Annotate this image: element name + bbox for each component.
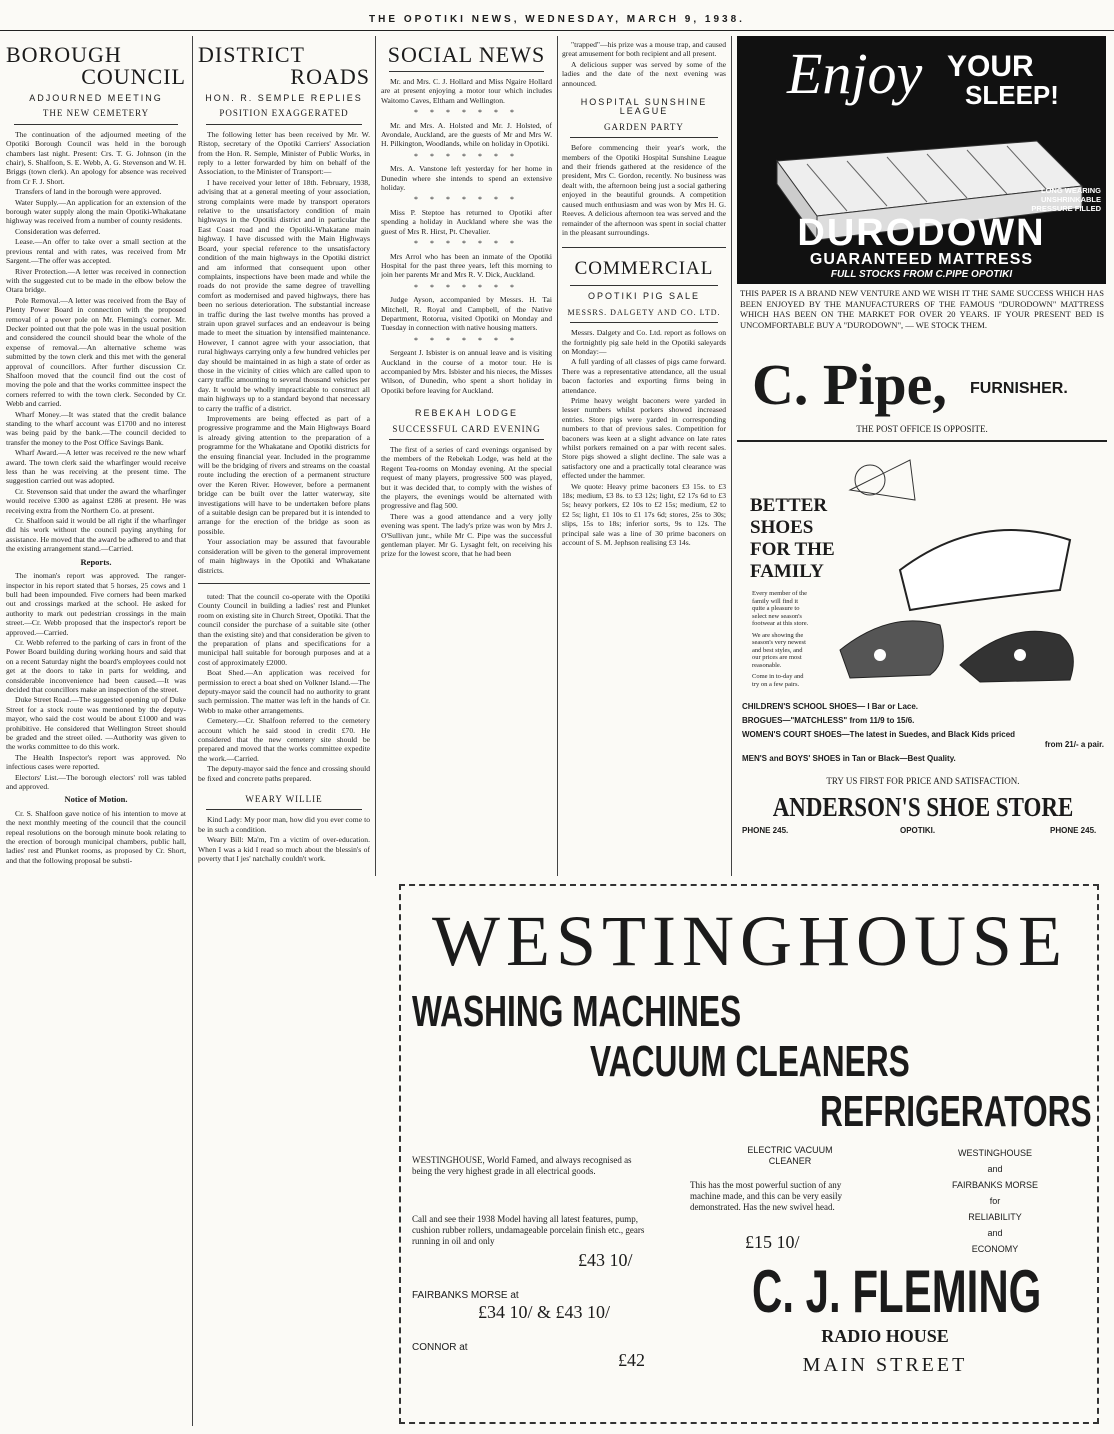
paragraph: Cr. Webb referred to the parking of cars in front of the Power Board building during working hours and said that on a recent Saturday night the board's employees could not get at the doors to take in parts for welding, and considerable inconvenience had been caused.—It was decided that councillors make an inspection of the street. bbox=[6, 637, 186, 694]
district-subhead: HON. R. SEMPLE REPLIES bbox=[205, 93, 363, 103]
paragraph: We quote: Heavy prime baconers £3 15s. to £3 18s; medium, £3 8s. to £3 12s; light, £2 17s 6d to £3 5s; heavy porkers, £2 10s to £2 15s; medium, £2 to £2 5s; light, £1 10s to £1 17s 6d; stores, 25s to 30s; slips, 15s to 18s; inferior sorts, 9s to 12s. The principal sale was a line of 30 prime baconers on account of S. M. Jephson realising £3 14s. bbox=[562, 481, 726, 548]
fleming-name: C. J. FLEMING bbox=[752, 1258, 1042, 1325]
paragraph: The inoman's report was approved. The ranger-inspector in his report stated that 5 horses, 25 cows and 1 bull had been impounded. Five corners had been marked out and crossings marked at the school. He asked for authority to mark out pedestrian crossings in the main street.—Cr. Webb proposed that the inspector's report be approved.—Carried. bbox=[6, 571, 186, 637]
shoe-blurb bbox=[752, 590, 810, 688]
paragraph: There was a good attendance and a very jolly evening was spent. The lady's prize was won by Mrs J. O'Sullivan junr., while Mr C. Pipe was the successful gentleman player. Mr G. Lysaght felt, on receiving his prize for the lowest score, that he had been bbox=[381, 511, 552, 559]
shoe-line-children: CHILDREN'S SCHOOL SHOES— I Bar or Lace. bbox=[742, 702, 919, 711]
paragraph: The continuation of the adjourned meeting of the Opotiki Borough Council was held in the borough chambers last night. Present: Crs. T. G. Johnson (in the chair), S. Shalfoon, S. E. Webb, A. G. Stevenson and W. H. Briggs (town clerk). An apology for absence was received from Cr F. J. Short. bbox=[6, 129, 186, 186]
fairbanks-label: FAIRBANKS MORSE at bbox=[412, 1290, 519, 1301]
price-fairbanks: £34 10/ & £43 10/ bbox=[478, 1302, 611, 1322]
divider bbox=[206, 809, 362, 810]
rel-economy: ECONOMY bbox=[971, 1244, 1019, 1254]
paragraph: Messrs. Dalgety and Co. Ltd. report as follows on the fortnightly pig sale held in the Opotiki saleyards on Monday:— bbox=[562, 328, 726, 356]
stars-divider: * * * * * * * bbox=[414, 151, 519, 161]
shoe-blurb-2: We are showing the season's very newest and best styles, and our prices are most reasonable. bbox=[752, 631, 806, 669]
paragraph: The Health Inspector's report was approved. No infectious cases were reported. bbox=[6, 752, 186, 772]
paragraph: Mrs. A. Vanstone left yesterday for her home in Dunedin where she intends to spend an extensive holiday. bbox=[381, 164, 552, 193]
borough-title-2: COUNCIL bbox=[81, 64, 186, 89]
family-text: FAMILY bbox=[750, 561, 824, 582]
full-stocks-text: FULL STOCKS FROM C.PIPE OPOTIKI bbox=[830, 269, 1013, 280]
paragraph: Miss P. Steptoe has returned to Opotiki after spending a holiday in Auckland where she was the guest of Mrs R. Hirst, Pt. Chevalier. bbox=[381, 207, 552, 236]
your-text: YOUR bbox=[947, 50, 1034, 83]
borough-subhead: ADJOURNED MEETING bbox=[29, 93, 163, 103]
rel-for: for bbox=[989, 1196, 1001, 1206]
paragraph: Sergeant J. Isbister is on annual leave and is visiting Auckland in the course of a motor tour. He is accompanied by Mrs. Isbister and his nieces, the Misses Wilson, of Dunedin, who spent a short holiday in Opotiki before leaving for Auckland. bbox=[381, 348, 552, 395]
reliability-block bbox=[900, 1145, 1090, 1257]
divider bbox=[737, 440, 1107, 442]
price-vacuum: £15 10/ bbox=[745, 1232, 800, 1252]
district-roads-article bbox=[198, 44, 370, 1429]
rel-fairbanks: FAIRBANKS MORSE bbox=[951, 1180, 1039, 1190]
divider bbox=[389, 439, 544, 440]
divider bbox=[570, 322, 718, 323]
paragraph: Consideration was deferred. bbox=[15, 226, 101, 236]
shoe-blurb-1: Every member of the family will find it quite a pleasure to select new season's footwear at this store. bbox=[752, 590, 809, 627]
column-rule bbox=[375, 36, 376, 876]
paragraph: Transfers of land in the borough were approved. bbox=[15, 187, 162, 197]
rebekah-subhead: SUCCESSFUL CARD EVENING bbox=[392, 423, 541, 434]
durodown-ad-graphic bbox=[737, 36, 1106, 284]
paragraph: Cr. Shalfoon said it would be all right if the wharfinger did his work without the council paying anything for assistance. He moved that the award be adhered to and that the existing arrangement stand.—Carried. bbox=[6, 516, 186, 554]
connor-label: CONNOR at bbox=[412, 1342, 468, 1353]
vacuum-heading-2: CLEANER bbox=[768, 1156, 812, 1166]
shoe-list bbox=[742, 700, 1104, 766]
shoe-line-brogues: BROGUES—"MATCHLESS" from 11/9 to 15/6. bbox=[742, 716, 915, 725]
stars-divider: * * * * * * * bbox=[414, 108, 519, 118]
paragraph: Kind Lady: My poor man, how did you ever come to be in such a condition. bbox=[198, 815, 370, 834]
pipe-post-office: THE POST OFFICE IS OPPOSITE. bbox=[856, 424, 988, 434]
radio-house-text: RADIO HOUSE bbox=[821, 1326, 949, 1346]
vacuum-heading bbox=[690, 1145, 890, 1167]
durodown-brand: DURODOWN bbox=[797, 212, 1046, 254]
pipe-name: C. Pipe, bbox=[752, 352, 947, 417]
paragraph: Water Supply.—An application for an extension of the borough water supply along the main Opotiki-Whakatane highway was received from a number of county residents. bbox=[6, 197, 186, 226]
column-rule bbox=[192, 36, 193, 1426]
paragraph: "trapped"—his prize was a mouse trap, and caused great amusement for both recipient and all present. bbox=[562, 40, 726, 59]
better-text: BETTER bbox=[750, 495, 828, 516]
stars-divider: * * * * * * * bbox=[414, 239, 519, 249]
stars-divider: * * * * * * * bbox=[414, 195, 519, 205]
paragraph: The deputy-mayor said the fence and crossing should be fixed and concrete paths prepared. bbox=[198, 764, 370, 783]
district-subhead-2: POSITION EXAGGERATED bbox=[219, 108, 349, 119]
district-title-2: ROADS bbox=[290, 64, 370, 89]
paragraph: Weary Bill: Ma'm, I'm a victim of over-education. When I was a kid I read so much about the blessin's of poverty that I jes' natchally couldn't work. bbox=[198, 835, 370, 864]
phone-right: PHONE 245. bbox=[1050, 826, 1097, 835]
divider bbox=[389, 71, 544, 72]
town-text: OPOTIKI. bbox=[900, 826, 936, 835]
stars-divider: * * * * * * * bbox=[414, 282, 519, 292]
vacuum-cleaners-text: VACUUM CLEANERS bbox=[590, 1037, 910, 1086]
anderson-store-name: ANDERSON'S SHOE STORE bbox=[772, 792, 1074, 822]
reports-heading: Reports. bbox=[80, 556, 112, 567]
try-us-text: TRY US FIRST FOR PRICE AND SATISFACTION. bbox=[826, 776, 1020, 786]
paragraph: Wharf Money.—It was stated that the credit balance standing to the wharf account was £1700 and no interest was being paid by the bank.—The council decided to transfer the money to the Post Office Savings Bank. bbox=[6, 409, 186, 447]
price-westinghouse-washer: £43 10/ bbox=[578, 1250, 633, 1270]
divider bbox=[14, 124, 178, 125]
paragraph: Duke Street Road.—The suggested opening up of Duke Street for a stock route was mentioned by the deputy-mayor, who said the cost would be about £1000 and was prohibitive. He considered that Wellington Street should be graded and the street oiled. —Authority was given to the works committee to do this work. bbox=[6, 695, 186, 752]
phone-left: PHONE 245. bbox=[742, 826, 789, 835]
divider bbox=[570, 285, 718, 286]
rel-and-2: and bbox=[987, 1228, 1003, 1238]
refrigerators-text: REFRIGERATORS bbox=[820, 1087, 1092, 1136]
washing-machines-text: WASHING MACHINES bbox=[412, 987, 742, 1036]
hospital-heading: HOSPITAL SUNSHINE LEAGUE bbox=[580, 97, 708, 117]
borough-title-1: BOROUGH bbox=[6, 44, 122, 67]
pig-sale-subhead: MESSRS. DALGETY AND CO. LTD. bbox=[567, 307, 721, 317]
column-rule bbox=[557, 36, 558, 876]
durodown-body: THIS PAPER IS A BRAND NEW VENTURE AND WE WISH IT THE SAME SUCCESS WHICH HAS BEEN ENJOYED BY THE MANUFACTURERS OF THE FAMOUS "DURODOWN" MATTRESS WHICH HAS BEEN ON THE MARKET FOR OVER 20 YEARS. IF YOUR PRESENT BED IS UNCOMFORTABLE BUY A "DURODOWN", — WE STOCK THEM. bbox=[740, 288, 1104, 330]
weary-willie-heading: WEARY WILLIE bbox=[245, 794, 323, 805]
hospital-commercial-column bbox=[562, 40, 726, 840]
paragraph: Cemetery.—Cr. Shalfoon referred to the cemetery account which he said stood in credit £70. He considered that the new cemetery site should be prepared and moved that the works committee expedite the work.—Carried. bbox=[198, 716, 370, 763]
shoe-blurb-3: Come in to-day and try on a few pairs. bbox=[752, 673, 804, 688]
vacuum-description: This has the most powerful suction of any machine made, and this can be very easily demonstrated. Has the new swivel head. bbox=[690, 1180, 842, 1212]
paragraph: tuted: That the council co-operate with the Opotiki County Council in building a ladies' rest and Plunket room on existing site in Church Street, Opotiki. That the council consider the purchase of a suitable site (other than the existing site) and that consideration be given to the preparation of plans and specifications for a municipal hall suitable for borough purposes and at a cost of approximately £2000. bbox=[198, 591, 370, 667]
paragraph: Lease.—An offer to take over a small section at the previous rental and with rates, was received from Mr Sargent.—The offer was accepted. bbox=[6, 237, 186, 266]
paragraph: Mr. and Mrs. A. Holsted and Mr. J. Holsted, of Avondale, Auckland, are the guests of Mr and Mrs W. H. Pilkington, Woodlands, while on holiday in Opotiki. bbox=[381, 120, 552, 149]
paragraph: Your association may be assured that favourable consideration will be given to the general improvement of main highways in the Opotiki and Whakatane districts. bbox=[198, 537, 370, 575]
commercial-title: COMMERCIAL bbox=[574, 258, 714, 280]
westinghouse-title: WESTINGHOUSE bbox=[432, 901, 1068, 981]
paragraph: Mr. and Mrs. C. J. Hollard and Miss Ngaire Hollard are at present enjoying a motor tour which includes Waitomo Caves, Eltham and Wellington. bbox=[381, 77, 552, 105]
main-street-text: MAIN STREET bbox=[802, 1354, 968, 1376]
masthead-text: THE OPOTIKI NEWS, WEDNESDAY, MARCH 9, 1938. bbox=[369, 14, 745, 25]
column-rule bbox=[731, 36, 732, 876]
paragraph: Pole Removal.—A letter was received from the Bay of Plenty Power Board in connection with the proposed removal of a power pole on Mr. Fleming's corner. Mr. Decker pointed out that the pole was in the usual position and considered the council should bear the whole of the expense of removal.—An alternative scheme was submitted by the town clerk and this met with the general approval of councillors. After further discussion Cr. Shalfoon moved that the council find out the cost of moving the pole and that the works committee inspect the corners referred to with the town clerk. Seconded by Cr. Webb and carried. bbox=[6, 295, 186, 409]
paragraph: Cr. S. Shalfoon gave notice of his intention to move at the next monthly meeting of the council that the council repeal resolutions on the borough minute book relating to the erection of borough municipal chambers, public hall, ladies' rest and Plunket rooms, as proposed by Cr. Short, and that the following proposal be substi- bbox=[6, 808, 186, 865]
shoe-line-court: WOMEN'S COURT SHOES—The latest in Suedes, and Black Kids priced bbox=[742, 730, 1016, 739]
paragraph: Cr. Stevenson said that under the award the wharfinger would receive £300 as against £286 at present. He was receiving extra from the Northern Co. at present. bbox=[6, 486, 186, 515]
spring-text: LONG WEARING UNSHRINKABLE PRESSURE FILLED bbox=[1031, 186, 1101, 213]
paragraph: A delicious supper was served by some of the ladies and the date of the next evening was announced. bbox=[562, 59, 726, 88]
paragraph: Boat Shed.—An application was received for permission to erect a boat shed on Volkner Island.—The deputy-mayor said the council had no authority to grant such permission. The matter was left in the hands of Cr. Webb to make other arrangements. bbox=[198, 668, 370, 715]
paragraph: I have received your letter of 18th. February, 1938, advising that at a general meeting of your association, strong complaints were made by transport operators relative to the unsatisfactory condition of main highways in the Opotiki district and in particular the East Coast road and the Opotiki-Whakatane main highway. I have discussed with the Main Highways Board, your special reference to the unsatisfactory condition of the main highways in the Opotiki district and am informed that consequent upon other complaints, inspections have been made and while the roads do not provide the same degree of travelling comfort as modernised and paved highways, there has been no serious deterioration. The substantial increase in traffic during the last twelve months has proved a strain upon gravel surfaces and an endeavour is being made to meet the situation by intensified maintenance. However, I cannot agree with your association, that rural highways carrying only a few hundred vehicles per day should be maintained in as high a state of order as those in the vicinity of cities which are called upon to carry traffic amounting to several thousand vehicles per day. It would be wholly impracticable to construct all main highways up to a standard beyond that necessary to carry the traffic of a district. bbox=[198, 177, 370, 413]
divider bbox=[570, 137, 718, 138]
paragraph: River Protection.—A letter was received in connection with the suggested cut to be made in the elbow below the Otara bridge. bbox=[6, 266, 186, 295]
rebekah-heading: REBEKAH LODGE bbox=[414, 408, 519, 419]
rel-and: and bbox=[987, 1164, 1003, 1174]
rel-westinghouse: WESTINGHOUSE bbox=[957, 1148, 1032, 1158]
rel-reliability: RELIABILITY bbox=[968, 1212, 1022, 1222]
paragraph: Before commencing their year's work, the members of the Opotiki Hospital Sunshine League and their friends gathered at the residence of the president, Mrs C. Gordon, recently. No business was dealt with, the afternoon being just a social gathering enjoyed in the beautiful grounds. A competition caused much enthusiasm and was won by Mrs H. G. Reeves. A delicious afternoon tea was served and the remainder of the afternoon was spent in social chatter in the pleasant surroundings. bbox=[562, 143, 726, 237]
masthead bbox=[0, 0, 1114, 31]
social-news-article bbox=[381, 44, 552, 844]
washer-model-description: Call and see their 1938 Model having all latest features, pump, cushion rubber rollers, undamageable porcelain finish etc., gears running in oil and only bbox=[412, 1214, 645, 1246]
paragraph: Mrs Arrol who has been an inmate of the Opotiki Hospital for the past three years, left this morning to join her parents Mr and Mrs R. V. Dick, Auckland. bbox=[381, 251, 552, 280]
price-connor: £42 bbox=[618, 1350, 645, 1370]
pig-sale-heading: OPOTIKI PIG SALE bbox=[587, 291, 701, 302]
stars-divider: * * * * * * * bbox=[414, 335, 519, 345]
paragraph: Prime heavy weight baconers were yarded in lesser numbers whilst porkers showed increased entries. Store pigs were yarded in corresponding numbers to that of previous sales. Competition for baconers was keen at a slight advance on late rates whilst porkers remained on a par with recent sales. Store pigs showed a slight decline. The sale was a satisfactory one and a practically total clearance was effected under the hammer. bbox=[562, 395, 726, 481]
borough-subhead-2: THE NEW CEMETERY bbox=[42, 108, 150, 119]
hospital-subhead: GARDEN PARTY bbox=[604, 121, 684, 132]
paragraph: Wharf Award.—A letter was received re the new wharf award. The town clerk said the wharfinger would receive less than he was receiving at the present time. The suggestion carried out was adopted. bbox=[6, 448, 186, 486]
divider bbox=[198, 583, 370, 584]
paragraph: Electors' List.—The borough electors' roll was tabled and approved. bbox=[6, 772, 186, 792]
shoe-line-mens: MEN'S and BOYS' SHOES in Tan or Black—Best Quality. bbox=[742, 754, 956, 763]
notice-heading: Notice of Motion. bbox=[64, 794, 128, 805]
washer-description: WESTINGHOUSE, World Famed, and always recognised as being the very highest grade in all electrical goods. bbox=[412, 1155, 632, 1176]
district-title-1: DISTRICT bbox=[198, 44, 305, 67]
borough-council-article bbox=[6, 44, 186, 1429]
paragraph: Improvements are being effected as part of a progressive programme and the Main Highways Board is already giving attention to the preparation of a programme for the Whakatane and Opotiki districts for the ensuing financial year. Included in the programme will be the bridging of rivers and streams on the coastal route including the erection of a permanent structure over the Keren River. However, before a permanent bridge can be built over the latter waterway, site investigations will have to be undertaken before plans of a suitable design can be prepared but it is intended to arrange for the erection of the bridge as soon as possible. bbox=[198, 414, 370, 536]
social-title: SOCIAL NEWS bbox=[387, 44, 546, 67]
paragraph: The first of a series of card evenings organised by the members of the Rebekah Lodge, was held at the Regent Tea-rooms on Monday evening. At the special request of many players, progressive 500 was played, but it was decided that, to comply with the wishes of the players, the evenings would be alternated with progressive and flag 500. bbox=[381, 445, 552, 511]
guaranteed-text: GUARANTEED MATTRESS bbox=[809, 251, 1034, 268]
sleep-text: SLEEP! bbox=[965, 80, 1059, 110]
paragraph: A full yarding of all classes of pigs came forward. There was a representative attendance, all the usual bacon factories and exporting firms being in attendance. bbox=[562, 357, 726, 395]
for-the-text: FOR THE bbox=[750, 539, 835, 560]
divider bbox=[562, 247, 726, 248]
enjoy-script: Enjoy bbox=[787, 41, 923, 106]
paragraph: The following letter has been received by Mr. W. Ristop, secretary of the Opotiki Carriers' Association from the Hon. R. Semple, Minister of Public Works, in reply to a letter forwarded by him on behalf of the Association, to the Minister of Transport:— bbox=[198, 129, 370, 177]
divider bbox=[206, 124, 362, 125]
shoe-line-court-price: from 21/- a pair. bbox=[1044, 740, 1104, 749]
shoes-illustration bbox=[820, 450, 1100, 690]
paragraph: Judge Ayson, accompanied by Messrs. H. Tai Mitchell, R. Royal and Campbell, of the Native Department, Rotorua, visited Opotiki on Monday and Tuesday in connection with native housing matters. bbox=[381, 295, 552, 333]
vacuum-heading-1: ELECTRIC VACUUM bbox=[747, 1145, 833, 1155]
pipe-furnisher: FURNISHER. bbox=[970, 380, 1068, 397]
shoes-text: SHOES bbox=[750, 517, 814, 538]
